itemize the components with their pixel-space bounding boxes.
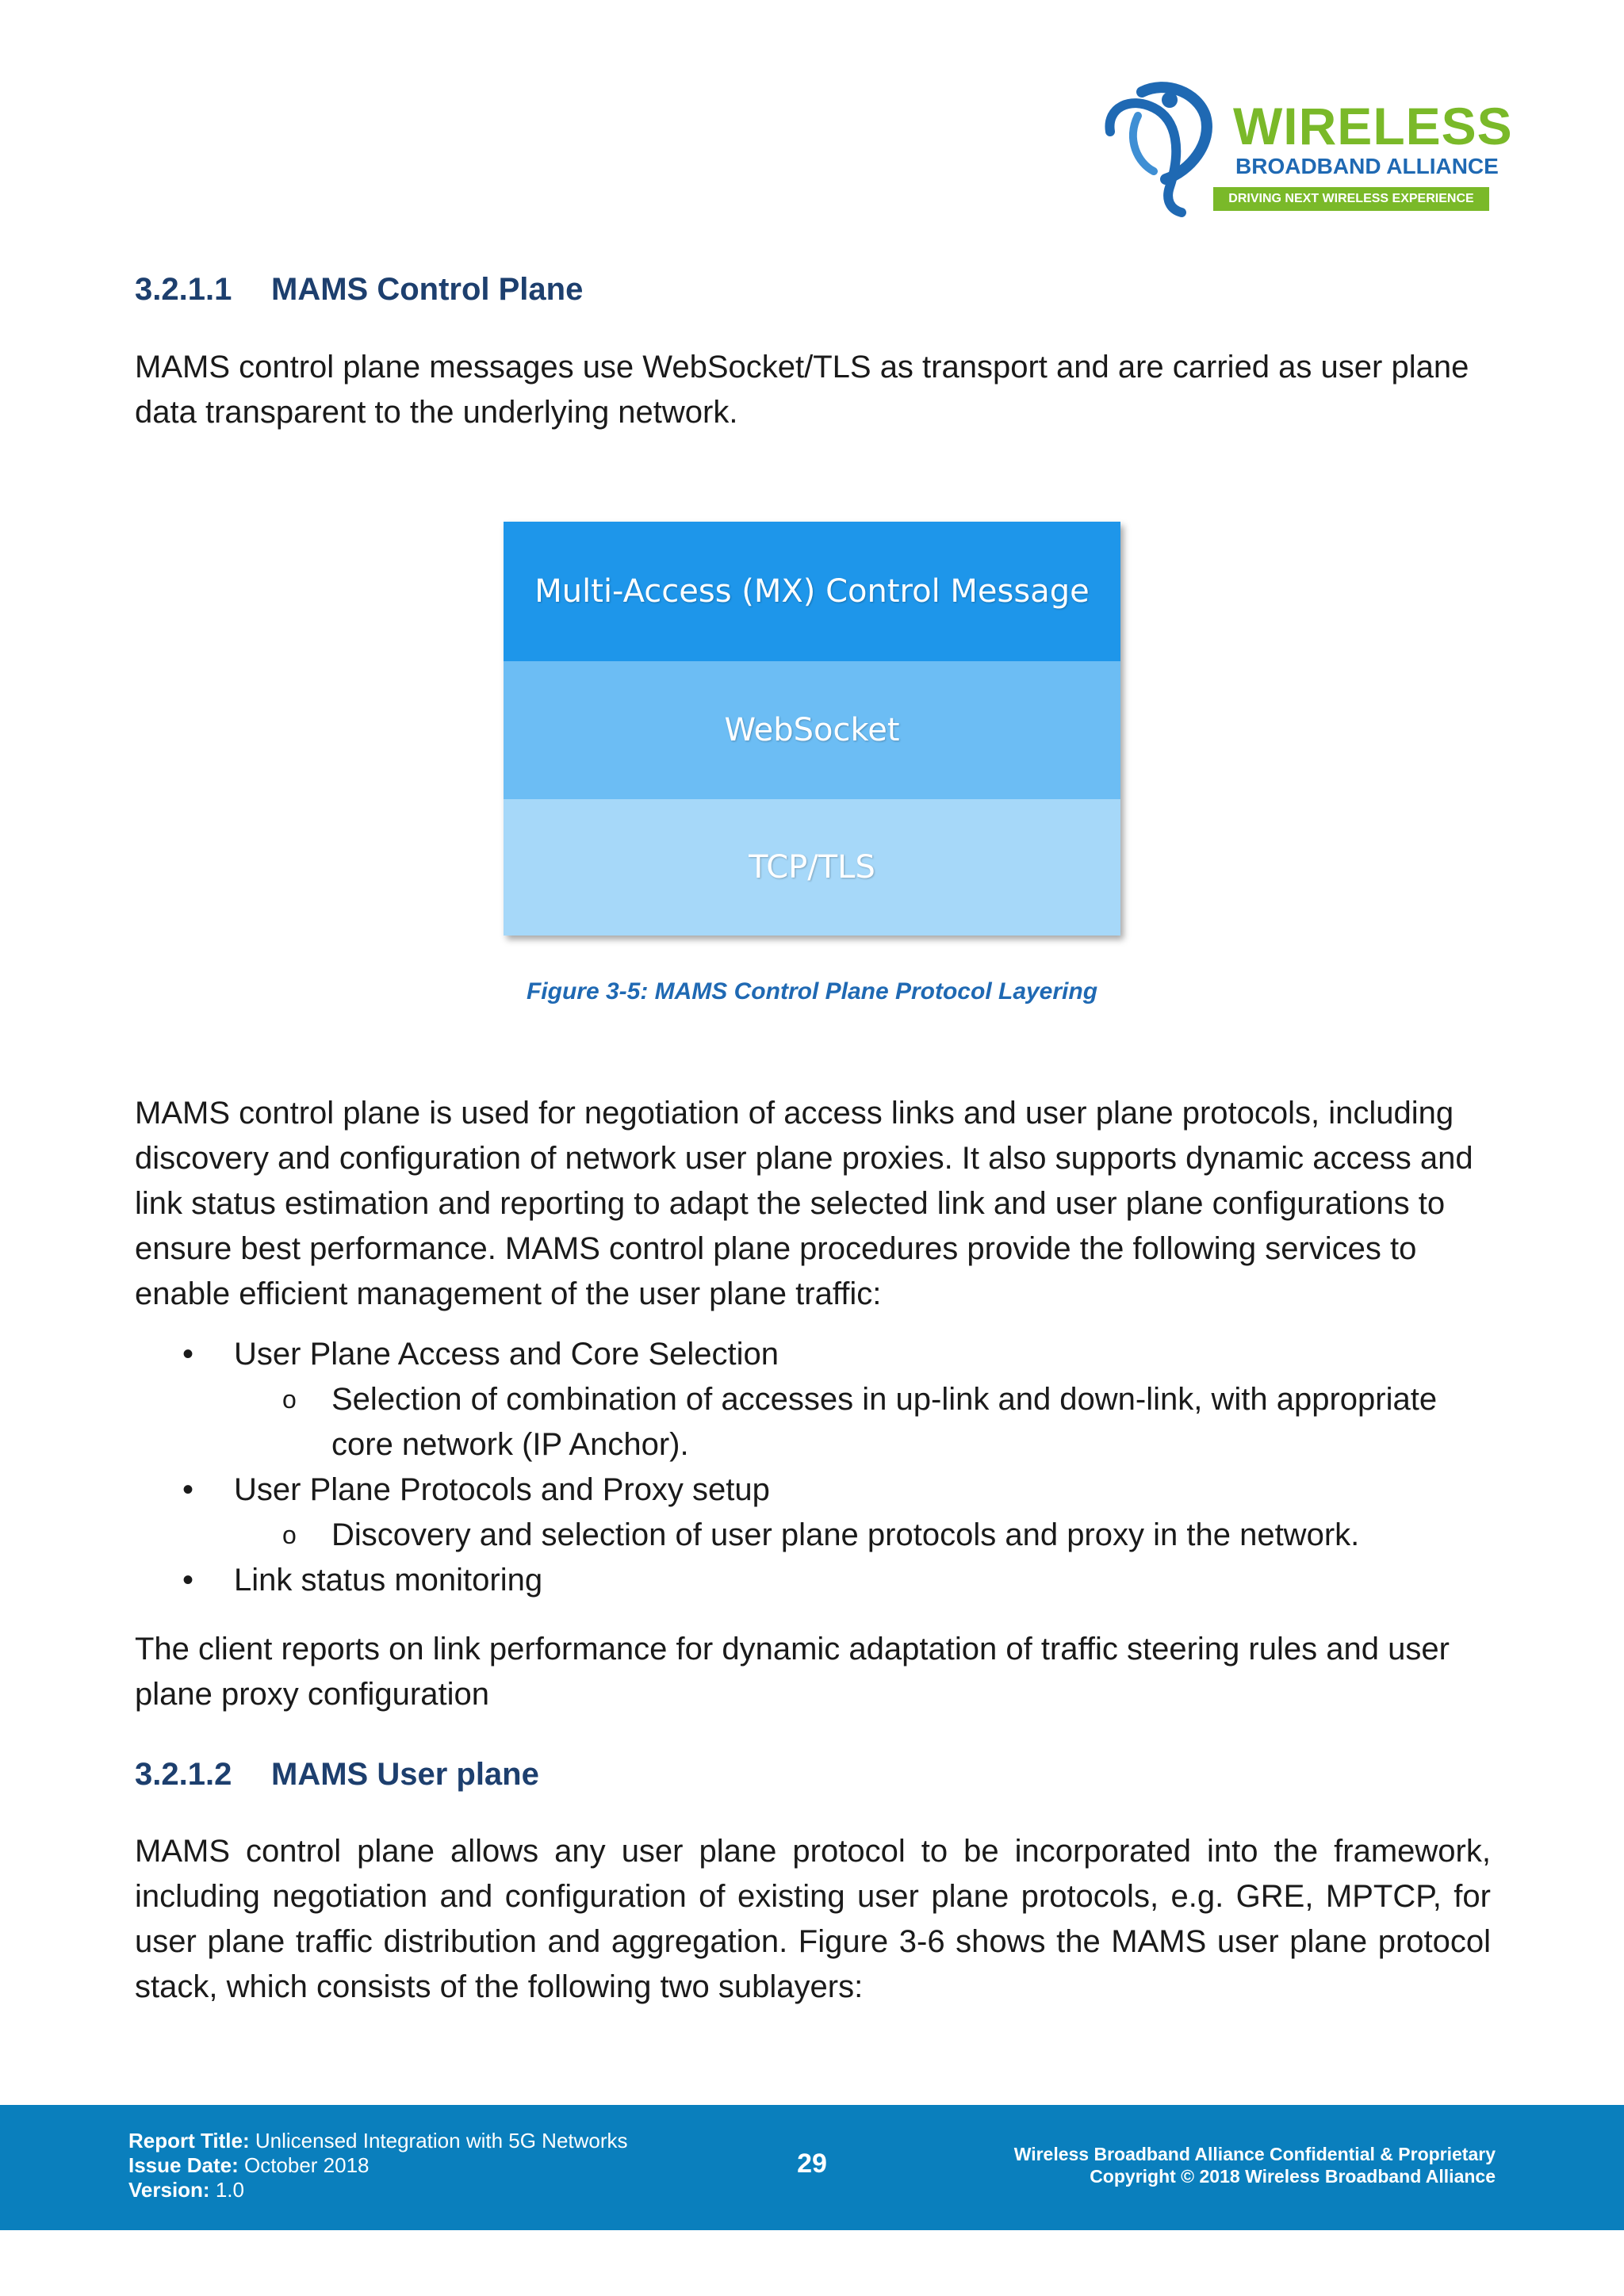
figure-caption: Figure 3-5: MAMS Control Plane Protocol Layering bbox=[526, 978, 1098, 1004]
logo-tagline: DRIVING NEXT WIRELESS EXPERIENCE bbox=[1213, 187, 1489, 211]
layer-tcp-tls: TCP/TLS bbox=[504, 799, 1120, 936]
report-title: Unlicensed Integration with 5G Networks bbox=[255, 2129, 628, 2152]
logo-wordmark-alliance: BROADBAND ALLIANCE bbox=[1235, 154, 1499, 178]
wba-ribbon-icon bbox=[1094, 76, 1229, 219]
copyright-notice: Copyright © 2018 Wireless Broadband Alliance bbox=[1090, 2166, 1496, 2187]
section-title: MAMS User plane bbox=[271, 1757, 539, 1792]
list-item: • User Plane Protocols and Proxy setup bbox=[135, 1468, 1499, 1513]
client-reports-paragraph: The client reports on link performance for dynamic adaptation of traffic steering rules and user plane proxy configuration bbox=[135, 1632, 1450, 1712]
section-heading-control-plane bbox=[135, 274, 583, 305]
footer-legal bbox=[1014, 2143, 1496, 2187]
control-plane-intro: MAMS control plane messages use WebSocket/TLS as transport and are carried as user plane data transparent to the underlying network. bbox=[135, 350, 1469, 430]
protocol-layering-figure bbox=[504, 522, 1120, 936]
confidential-notice: Wireless Broadband Alliance Confidential & Proprietary bbox=[1013, 2144, 1496, 2164]
layer-mx-control-message: Multi-Access (MX) Control Message bbox=[504, 522, 1120, 661]
logo-wordmark-wireless: WIRELESS bbox=[1233, 97, 1513, 155]
page-footer bbox=[0, 2105, 1624, 2230]
section-heading-user-plane bbox=[135, 1758, 539, 1790]
section-number: 3.2.1.1 bbox=[135, 272, 232, 307]
page-number: 29 bbox=[797, 2149, 827, 2179]
section-number: 3.2.1.2 bbox=[135, 1757, 232, 1792]
services-list bbox=[135, 1332, 1499, 1603]
wba-logo bbox=[1094, 76, 1513, 227]
issue-date: October 2018 bbox=[243, 2153, 370, 2177]
list-item: • Link status monitoring bbox=[135, 1558, 1499, 1603]
list-subitem: o Selection of combination of accesses in up-link and down-link, with appropriate core network (IP Anchor). bbox=[135, 1377, 1499, 1468]
section-title: MAMS Control Plane bbox=[271, 272, 584, 307]
version-label: Version: bbox=[128, 2178, 210, 2202]
list-subitem: o Discovery and selection of user plane protocols and proxy in the network. bbox=[135, 1513, 1499, 1558]
report-title-label: Report Title: bbox=[128, 2129, 250, 2152]
list-item: • User Plane Access and Core Selection bbox=[135, 1332, 1499, 1377]
layer-websocket: WebSocket bbox=[504, 661, 1120, 799]
issue-date-label: Issue Date: bbox=[128, 2153, 239, 2177]
version: 1.0 bbox=[215, 2178, 244, 2202]
user-plane-paragraph: MAMS control plane allows any user plane protocol to be incorporated into the framework, including negotiation and configuration of existing user plane protocols, e.g. GRE, MPTCP, for user plane traffic distribution and aggregation. Figure 3-6 shows the MAMS user plane protocol stack, which consists of the following two sublayers: bbox=[135, 1834, 1491, 2004]
control-plane-description: MAMS control plane is used for negotiation of access links and user plane protocols, including discovery and configuration of network user plane proxies. It also supports dynamic access and link status estimation and reporting to adapt the selected link and user plane configurations to ensure best performance. MAMS control plane procedures provide the following services to enable efficient management of the user plane traffic: bbox=[135, 1096, 1473, 1311]
